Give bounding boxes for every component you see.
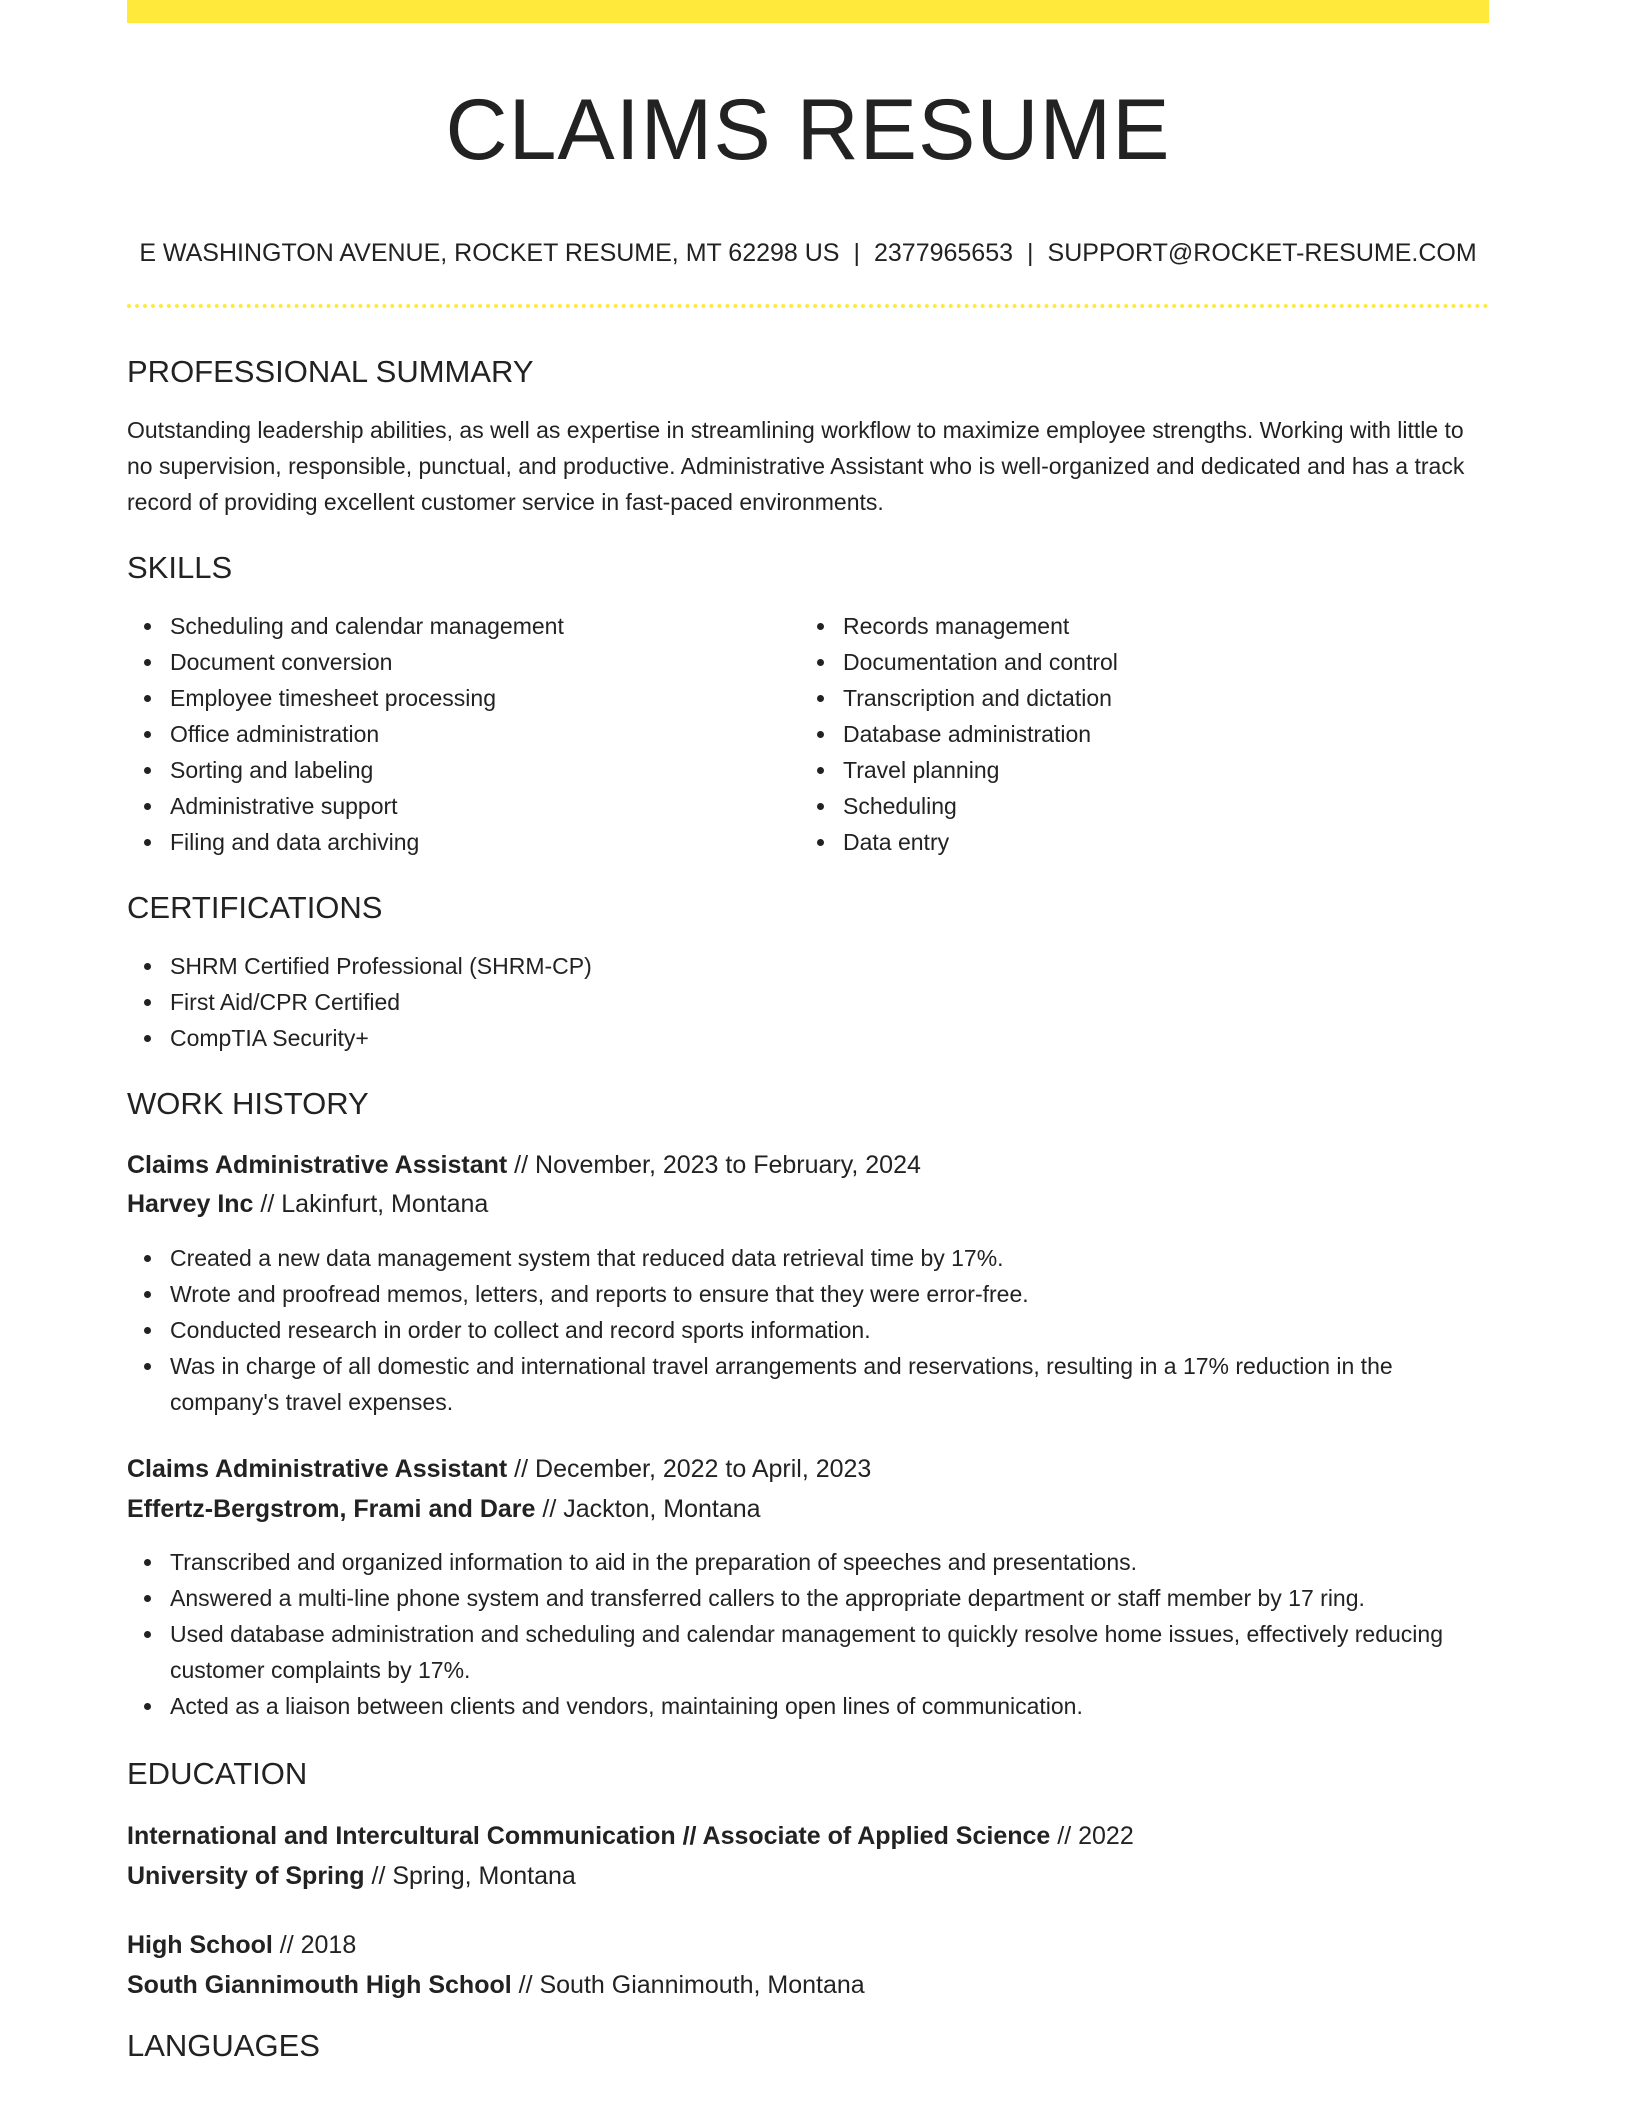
education-degree-line xyxy=(127,1926,356,1964)
job-dates: // November, 2023 to February, 2024 xyxy=(514,1151,921,1179)
education-location: // South Giannimouth, Montana xyxy=(518,1971,865,1999)
job-title-line xyxy=(127,1450,871,1488)
skills-list-right xyxy=(800,608,1440,860)
work-history-heading: WORK HISTORY xyxy=(127,1086,369,1121)
job-bullet: Answered a multi-line phone system and transferred callers to the appropriate department or staff member by 17 ring. xyxy=(127,1580,1489,1616)
top-accent-bar xyxy=(127,0,1489,23)
skill-item: Scheduling xyxy=(800,788,1440,824)
skill-item: Office administration xyxy=(127,716,767,752)
education-year: // 2018 xyxy=(279,1931,357,1959)
job-title-line xyxy=(127,1146,921,1184)
dotted-divider xyxy=(127,304,1489,308)
education-degree: International and Intercultural Communication // Associate of Applied Science xyxy=(127,1822,1051,1850)
job-location: // Lakinfurt, Montana xyxy=(260,1190,489,1218)
certifications-heading: CERTIFICATIONS xyxy=(127,890,383,925)
certification-item: CompTIA Security+ xyxy=(127,1020,1489,1056)
education-school: South Giannimouth High School xyxy=(127,1971,512,1999)
certifications-list xyxy=(127,948,1489,1056)
skill-item: Travel planning xyxy=(800,752,1440,788)
skill-item: Sorting and labeling xyxy=(127,752,767,788)
skills-list-left xyxy=(127,608,767,860)
contact-phone: 2377965653 xyxy=(873,239,1014,267)
skill-item: Records management xyxy=(800,608,1440,644)
job-bullet: Used database administration and scheduling and calendar management to quickly resolve home issues, effectively reducing customer complaints by 17%. xyxy=(127,1616,1489,1688)
job-title: Claims Administrative Assistant xyxy=(127,1455,508,1483)
education-year: // 2022 xyxy=(1057,1822,1134,1850)
job-bullet: Transcribed and organized information to aid in the preparation of speeches and presentations. xyxy=(127,1544,1489,1580)
education-degree-line xyxy=(127,1817,1134,1855)
skill-item: Documentation and control xyxy=(800,644,1440,680)
job-title: Claims Administrative Assistant xyxy=(127,1151,508,1179)
job-bullet: Created a new data management system that reduced data retrieval time by 17%. xyxy=(127,1240,1489,1276)
job-company: Harvey Inc xyxy=(127,1190,254,1218)
skill-item: Scheduling and calendar management xyxy=(127,608,767,644)
skill-item: Filing and data archiving xyxy=(127,824,767,860)
skill-item: Document conversion xyxy=(127,644,767,680)
contact-separator: | xyxy=(1027,239,1034,267)
education-heading: EDUCATION xyxy=(127,1756,308,1791)
education-school: University of Spring xyxy=(127,1862,365,1890)
job-bullet: Wrote and proofread memos, letters, and reports to ensure that they were error-free. xyxy=(127,1276,1489,1312)
skill-item: Administrative support xyxy=(127,788,767,824)
skill-item: Database administration xyxy=(800,716,1440,752)
job-bullets xyxy=(127,1544,1489,1724)
summary-text: Outstanding leadership abilities, as well as expertise in streamlining workflow to maximize employee strengths. Working with little to no supervision, responsible, punctual, and productive. Administrative Assistant who is well-organized and dedicated and has a track record of providing excellent customer service in fast-paced environments. xyxy=(127,417,1465,515)
skills-heading: SKILLS xyxy=(127,550,233,585)
education-school-line xyxy=(127,1857,576,1895)
skill-item: Data entry xyxy=(800,824,1440,860)
contact-separator: | xyxy=(853,239,860,267)
resume-name: CLAIMS RESUME xyxy=(445,82,1171,178)
education-location: // Spring, Montana xyxy=(371,1862,576,1890)
education-degree: High School xyxy=(127,1931,273,1959)
skill-item: Employee timesheet processing xyxy=(127,680,767,716)
job-company: Effertz-Bergstrom, Frami and Dare xyxy=(127,1495,536,1523)
job-location: // Jackton, Montana xyxy=(542,1495,761,1523)
job-company-line xyxy=(127,1490,761,1528)
skill-item: Transcription and dictation xyxy=(800,680,1440,716)
job-dates: // December, 2022 to April, 2023 xyxy=(514,1455,872,1483)
job-bullet: Conducted research in order to collect and record sports information. xyxy=(127,1312,1489,1348)
languages-heading: LANGUAGES xyxy=(127,2028,320,2063)
education-school-line xyxy=(127,1966,865,2004)
certification-item: SHRM Certified Professional (SHRM-CP) xyxy=(127,948,1489,984)
contact-email: SUPPORT@ROCKET-RESUME.COM xyxy=(1047,239,1477,267)
contact-line xyxy=(127,236,1489,270)
certification-item: First Aid/CPR Certified xyxy=(127,984,1489,1020)
job-company-line xyxy=(127,1185,488,1223)
job-bullets xyxy=(127,1240,1489,1420)
summary-heading: PROFESSIONAL SUMMARY xyxy=(127,354,534,389)
job-bullet: Was in charge of all domestic and international travel arrangements and reservations, resulting in a 17% reduction in the company's travel expenses. xyxy=(127,1348,1489,1420)
job-bullet: Acted as a liaison between clients and vendors, maintaining open lines of communication. xyxy=(127,1688,1489,1724)
contact-address: E WASHINGTON AVENUE, ROCKET RESUME, MT 62298 US xyxy=(139,239,840,267)
